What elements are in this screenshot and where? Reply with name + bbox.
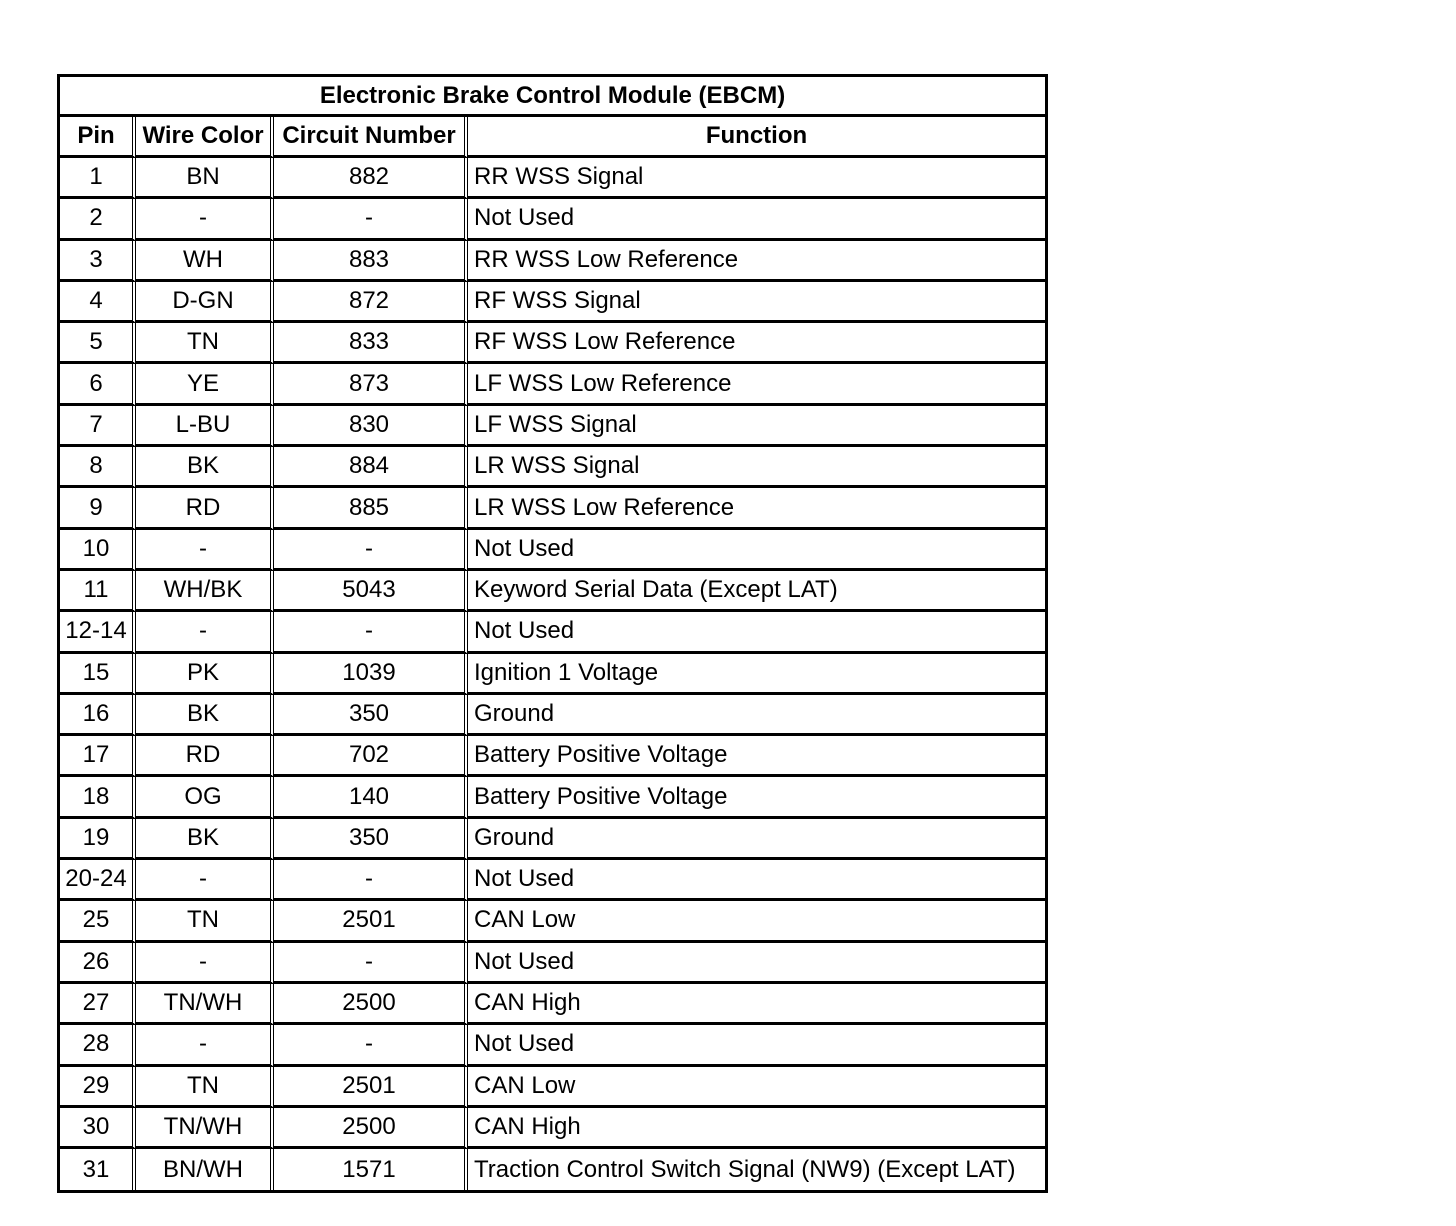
pin-cell: 29 [60, 1067, 136, 1108]
circuit-number-cell: 833 [274, 323, 468, 364]
wire-color-cell: - [136, 530, 274, 571]
table-row [60, 406, 1045, 447]
function-cell: Not Used [468, 943, 1045, 984]
pin-cell: 8 [60, 447, 136, 488]
circuit-number-cell: 1039 [274, 654, 468, 695]
pin-cell: 1 [60, 158, 136, 199]
pin-cell: 17 [60, 736, 136, 777]
circuit-number-cell: 882 [274, 158, 468, 199]
wire-color-cell: D-GN [136, 282, 274, 323]
circuit-number-cell: 873 [274, 364, 468, 405]
pin-cell: 16 [60, 695, 136, 736]
circuit-number-cell: 140 [274, 777, 468, 818]
table-row [60, 488, 1045, 529]
circuit-number-cell: 2500 [274, 1108, 468, 1149]
wire-color-cell: TN [136, 901, 274, 942]
function-cell: Not Used [468, 199, 1045, 240]
function-cell: RR WSS Signal [468, 158, 1045, 199]
table-row [60, 158, 1045, 199]
pin-cell: 19 [60, 819, 136, 860]
header-function: Function [468, 117, 1045, 158]
function-cell: RF WSS Low Reference [468, 323, 1045, 364]
circuit-number-cell: 1571 [274, 1149, 468, 1190]
table-row [60, 901, 1045, 942]
wire-color-cell: PK [136, 654, 274, 695]
table-row [60, 199, 1045, 240]
function-cell: Not Used [468, 530, 1045, 571]
circuit-number-cell: 350 [274, 695, 468, 736]
pin-cell: 26 [60, 943, 136, 984]
table-row [60, 1149, 1045, 1190]
circuit-number-cell: 350 [274, 819, 468, 860]
pin-cell: 5 [60, 323, 136, 364]
function-cell: Not Used [468, 612, 1045, 653]
function-cell: Battery Positive Voltage [468, 777, 1045, 818]
wire-color-cell: TN/WH [136, 984, 274, 1025]
pin-cell: 12-14 [60, 612, 136, 653]
function-cell: Traction Control Switch Signal (NW9) (Except LAT) [474, 1155, 1016, 1183]
circuit-number-cell: - [274, 943, 468, 984]
wire-color-cell: YE [136, 364, 274, 405]
table-row [60, 736, 1045, 777]
circuit-number-cell: 883 [274, 241, 468, 282]
function-cell: CAN Low [468, 1067, 1045, 1108]
table-body [60, 158, 1045, 1190]
table-row [60, 282, 1045, 323]
pin-cell: 7 [60, 406, 136, 447]
circuit-number-cell: 872 [274, 282, 468, 323]
wire-color-cell: L-BU [136, 406, 274, 447]
function-cell: CAN High [468, 984, 1045, 1025]
table-row [60, 777, 1045, 818]
pin-cell: 11 [60, 571, 136, 612]
header-circuit-number: Circuit Number [274, 117, 468, 158]
circuit-number-cell: - [274, 530, 468, 571]
wire-color-cell: BK [136, 819, 274, 860]
circuit-number-cell: 885 [274, 488, 468, 529]
function-cell: RR WSS Low Reference [468, 241, 1045, 282]
wire-color-cell: - [136, 860, 274, 901]
table-row [60, 1067, 1045, 1108]
function-cell: CAN High [468, 1108, 1045, 1149]
wire-color-cell: OG [136, 777, 274, 818]
pin-cell: 3 [60, 241, 136, 282]
function-cell: RF WSS Signal [468, 282, 1045, 323]
pin-cell: 20-24 [60, 860, 136, 901]
ebcm-pinout-table [57, 74, 1048, 1193]
wire-color-cell: WH [136, 241, 274, 282]
circuit-number-cell: 884 [274, 447, 468, 488]
circuit-number-cell: 2500 [274, 984, 468, 1025]
wire-color-cell: - [136, 199, 274, 240]
circuit-number-cell: 830 [274, 406, 468, 447]
function-cell: Not Used [468, 860, 1045, 901]
table-row [60, 447, 1045, 488]
function-cell: Keyword Serial Data (Except LAT) [468, 571, 1045, 612]
table-row [60, 612, 1045, 653]
table-title: Electronic Brake Control Module (EBCM) [60, 77, 1045, 117]
wire-color-cell: - [136, 612, 274, 653]
circuit-number-cell: - [274, 860, 468, 901]
function-cell: LF WSS Low Reference [468, 364, 1045, 405]
pin-cell: 27 [60, 984, 136, 1025]
table-row [60, 323, 1045, 364]
function-cell: CAN Low [468, 901, 1045, 942]
wire-color-cell: BN/WH [136, 1149, 274, 1190]
pin-cell: 28 [60, 1025, 136, 1066]
table-row [60, 860, 1045, 901]
table-row [60, 530, 1045, 571]
wire-color-cell: BK [136, 447, 274, 488]
pin-cell: 15 [60, 654, 136, 695]
table-row [60, 364, 1045, 405]
wire-color-cell: BN [136, 158, 274, 199]
function-cell: LR WSS Signal [468, 447, 1045, 488]
circuit-number-cell: 702 [274, 736, 468, 777]
header-pin: Pin [60, 117, 136, 158]
wire-color-cell: TN [136, 323, 274, 364]
pin-cell: 4 [60, 282, 136, 323]
pin-cell: 9 [60, 488, 136, 529]
function-cell: Battery Positive Voltage [468, 736, 1045, 777]
table-row [60, 695, 1045, 736]
pin-cell: 2 [60, 199, 136, 240]
pin-cell: 31 [60, 1149, 136, 1190]
table-title-row [60, 77, 1045, 117]
table-row [60, 571, 1045, 612]
pin-cell: 10 [60, 530, 136, 571]
table-row [60, 654, 1045, 695]
wire-color-cell: RD [136, 488, 274, 529]
wire-color-cell: WH/BK [136, 571, 274, 612]
table-row [60, 819, 1045, 860]
wire-color-cell: BK [136, 695, 274, 736]
wire-color-cell: TN [136, 1067, 274, 1108]
pin-cell: 30 [60, 1108, 136, 1149]
wire-color-cell: TN/WH [136, 1108, 274, 1149]
pin-cell: 6 [60, 364, 136, 405]
wire-color-cell: - [136, 943, 274, 984]
circuit-number-cell: 2501 [274, 1067, 468, 1108]
header-wire-color: Wire Color [136, 117, 274, 158]
table-row [60, 1108, 1045, 1149]
pin-cell: 18 [60, 777, 136, 818]
function-cell: Ignition 1 Voltage [468, 654, 1045, 695]
table-row [60, 943, 1045, 984]
circuit-number-cell: - [274, 199, 468, 240]
function-cell: LR WSS Low Reference [468, 488, 1045, 529]
wire-color-cell: - [136, 1025, 274, 1066]
circuit-number-cell: 5043 [274, 571, 468, 612]
table-row [60, 984, 1045, 1025]
table-row [60, 1025, 1045, 1066]
table-header-row [60, 117, 1045, 158]
function-cell: Ground [468, 819, 1045, 860]
function-cell: Not Used [468, 1025, 1045, 1066]
circuit-number-cell: - [274, 1025, 468, 1066]
pin-cell: 25 [60, 901, 136, 942]
circuit-number-cell: 2501 [274, 901, 468, 942]
circuit-number-cell: - [274, 612, 468, 653]
wire-color-cell: RD [136, 736, 274, 777]
function-cell: Ground [468, 695, 1045, 736]
table-row [60, 241, 1045, 282]
function-cell: LF WSS Signal [468, 406, 1045, 447]
